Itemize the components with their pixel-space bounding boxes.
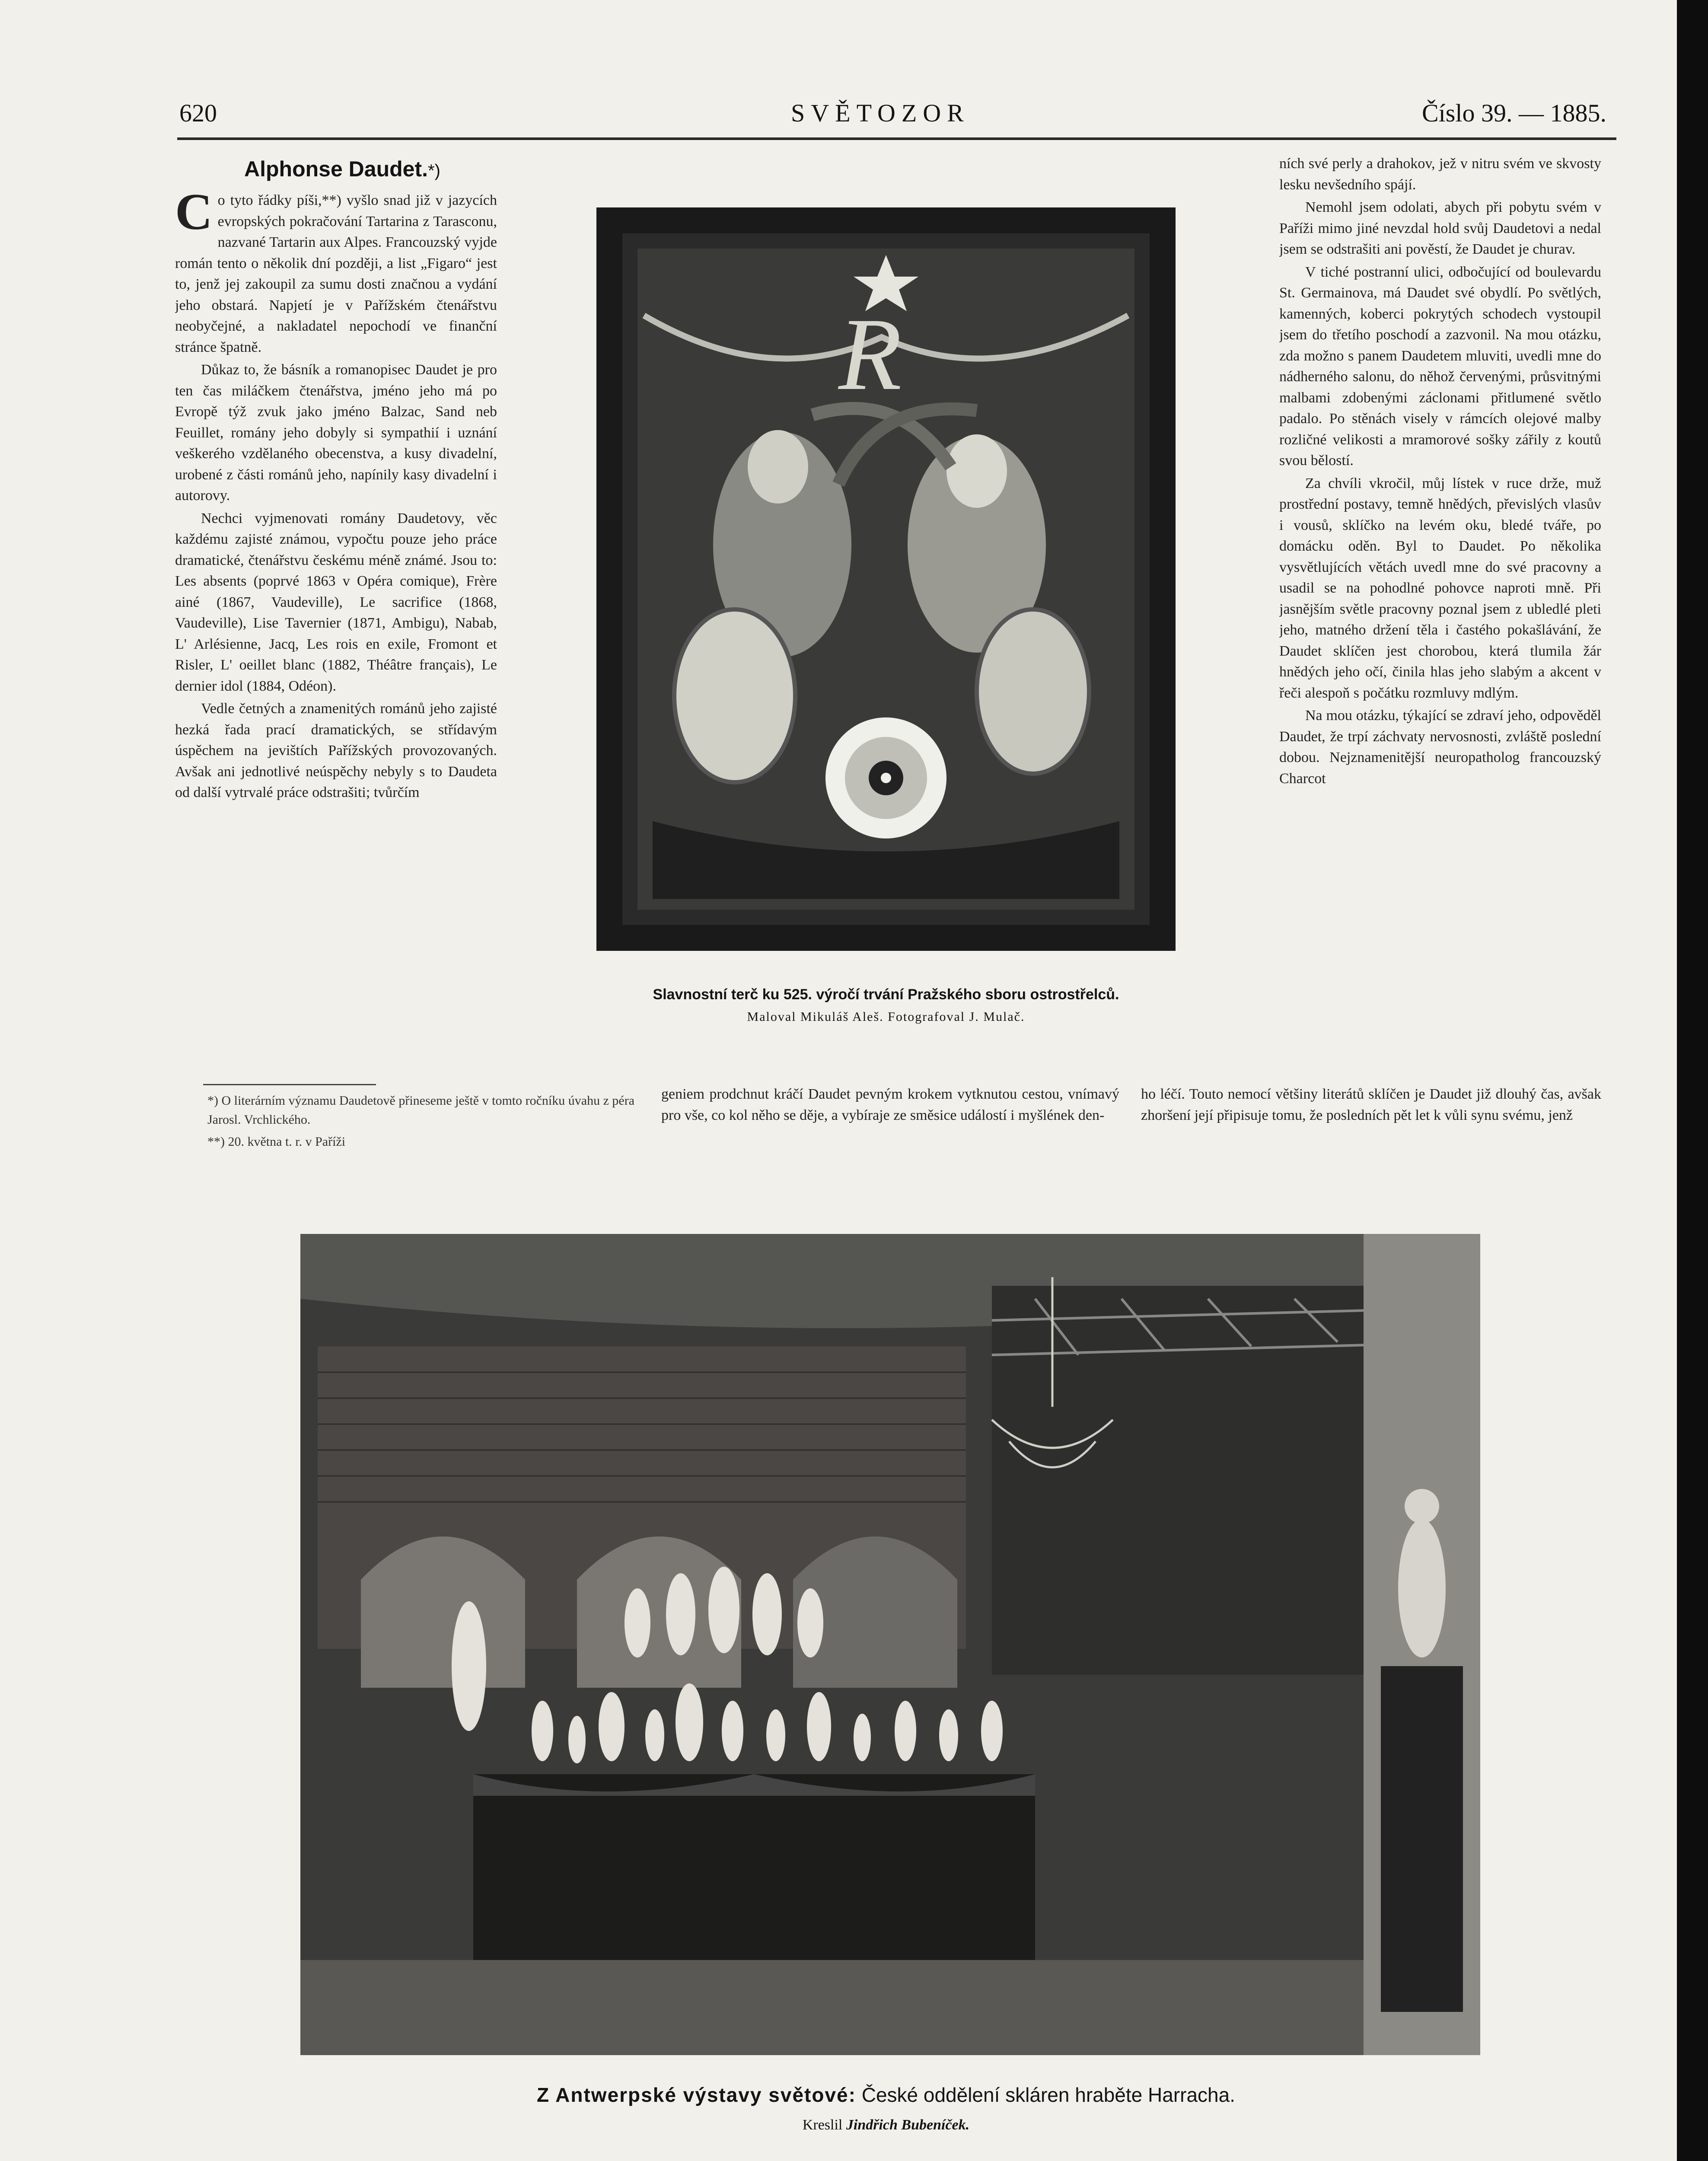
figure2-caption [303, 2083, 1469, 2107]
paragraph-text: o tyto řádky píši,**) vyšlo snad již v jazycích evropských pokračování Tartarina z Tarasconu, nazvané Tartarin aux Alpes. Francouzský vyjde román tento o několik dní později, a list „Figaro“ jest to, jenž jej zakoupil za sumu dosti značnou a vydání jeho obstará. Napjetí je v Pařížském čtenářstvu neobyčejné, a nakladatel nepochodí ve finanční stránce špatně. [175, 192, 497, 355]
binding-edge [1677, 0, 1708, 2161]
drop-cap: C [175, 190, 213, 240]
paragraph: geniem prodchnut kráčí Daudet pevným krokem vytknutou cestou, vnímavý pro vše, co kol něho se děje, a vybíraje ze směsice událostí i myšlének den- [661, 1086, 1119, 1123]
figure2-credit-name: Jindřich Bubeníček. [846, 2117, 970, 2133]
article-column-1 [175, 190, 497, 1080]
paragraph: Nechci vyjmenovati romány Daudetovy, věc každému zajisté známou, vypočtu pouze jeho práce dramatické, čtenářstvu českému méně známé. Jsou to: Les absents (poprvé 1863 v Opéra comique), Frère ainé (1867, Vaudeville), Le sacrifice (1868, Vaudeville), Lise Tavernier (1871, Ambigu), Nabab, L' Arlésienne, Jacq, Les rois en exile, Fromont et Risler, L' oeillet blanc (1882, Théâtre français), Le dernier idol (1884, Odéon). [175, 510, 497, 694]
paragraph [175, 190, 497, 358]
figure2-caption-bold: Z Antwerpské výstavy světové: [536, 2084, 856, 2106]
article-title [244, 156, 440, 182]
figure2-credit [303, 2117, 1469, 2133]
footnote-1: *) O literárním významu Daudetově přineseme ještě v tomto ročníku úvahu z péra Jarosl. Vrchlického. [207, 1093, 635, 1127]
paragraph: ho léčí. Touto nemocí většiny literátů sklíčen je Daudet již dlouhý čas, avšak zhoršení její připisuje tomu, že posledních pět let k vůli synu svému, jenž [1141, 1086, 1601, 1123]
svg-text:R: R [838, 296, 902, 411]
paragraph: Nemohl jsem odolati, abych při pobytu svém v Paříži mimo jiné nevzdal hold svůj Daudetovi a nedal jsem se odstrašiti ani pověstí, že Daudet je churav. [1279, 199, 1601, 257]
article-column-3 [1279, 153, 1601, 1091]
paragraph: Na mou otázku, týkající se zdraví jeho, odpověděl Daudet, že trpí záchvaty nervosnosti, zvláště poslední dobou. Nejznamenitější neuropatholog francouzský Charcot [1279, 708, 1601, 787]
issue-number: Číslo 39. — 1885. [1422, 99, 1606, 127]
article-title-text: Alphonse Daudet. [244, 157, 428, 181]
target-painting-image [596, 207, 1176, 951]
paragraph: ních své perly a drahokov, jež v nitru svém ve skvosty lesku nevšedního spájí. [1279, 156, 1601, 193]
article-column-4 [1141, 1084, 1601, 1153]
exhibition-image [300, 1234, 1480, 2055]
header-rule [177, 137, 1616, 140]
figure2-caption-rest: České oddělení skláren hraběte Harracha. [856, 2084, 1235, 2106]
figure2-credit-prefix: Kreslil [802, 2117, 846, 2133]
paragraph: Důkaz to, že básník a romanopisec Daudet je pro ten čas miláčkem čtenářstva, jméno jeho má po Evropě týž zvuk jako jméno Balzac, Sand neb Feuillet, romány jeho dobyly si sympathií i uznání veškerého vzdělaného obecenstva, a kusy divadelní, urobené z části románů jeho, napínily kasy divadelní i autorovy. [175, 362, 497, 504]
figure1-caption: Slavnostní terč ku 525. výročí trvání Pražského sboru ostrostřelců. [653, 986, 1119, 1003]
page-number: 620 [179, 99, 217, 127]
footnote-rule [203, 1084, 376, 1085]
paragraph: Vedle četných a znamenitých románů jeho zajisté hezká řada prací dramatických, se střídavým úspěchem na jevištích Pařížských provozovaných. Avšak ani jednotlivé neúspěchy nebyly s to Daudeta od další vytrvalé práce odstrašiti; tvůrčím [175, 701, 497, 800]
article-column-2 [661, 1084, 1119, 1153]
exhibition-figure [300, 1234, 1480, 2055]
paragraph: V tiché postranní ulici, odbočující od boulevardu St. Germainova, má Daudet své obydlí. Po světlých, kamenných, koberci pokrytých schodech vystoupil jsem do třetího poschodí a zazvonil. Na mou otázku, zda možno s panem Daudetem mluviti, uvedli mne do nádherného salonu, do něhož červenými, průsvitnými malbami zdobenými záclonami přitlumené světlo padalo. Po stěnách visely v rámcích olejové malby rozličné velikosti a mramorové sošky zářily z koutů svou bělostí. [1279, 264, 1601, 469]
figure1-credit: Maloval Mikuláš Aleš. Fotografoval J. Mulač. [747, 1010, 1025, 1024]
target-painting-figure [596, 207, 1176, 951]
paragraph: Za chvíli vkročil, můj lístek v ruce drže, muž prostřední postavy, temně hnědých, převislých vlasův i vousů, sklíčko na levém oku, bledé tváře, po domácku oděn. Byl to Daudet. Po několika vysvětlujících větách uvedl mne do své pracovny a usadil se na pohodlné pohovce naproti mně. Při jasnějším světle pracovny poznal jsem z ubledlé pleti jeho, matného držení těla i častého pokašlávání, že Daudet sklíčen jest chorobou, která tlumila žár hnědých jeho očí, činila hlas jeho slabým a akcent v řeči alespoň s počátku rozmluvy mdlým. [1279, 475, 1601, 701]
journal-title: SVĚTOZOR [791, 99, 970, 127]
article-title-mark: *) [428, 161, 440, 180]
footnote-2: **) 20. května t. r. v Paříži [207, 1135, 346, 1149]
